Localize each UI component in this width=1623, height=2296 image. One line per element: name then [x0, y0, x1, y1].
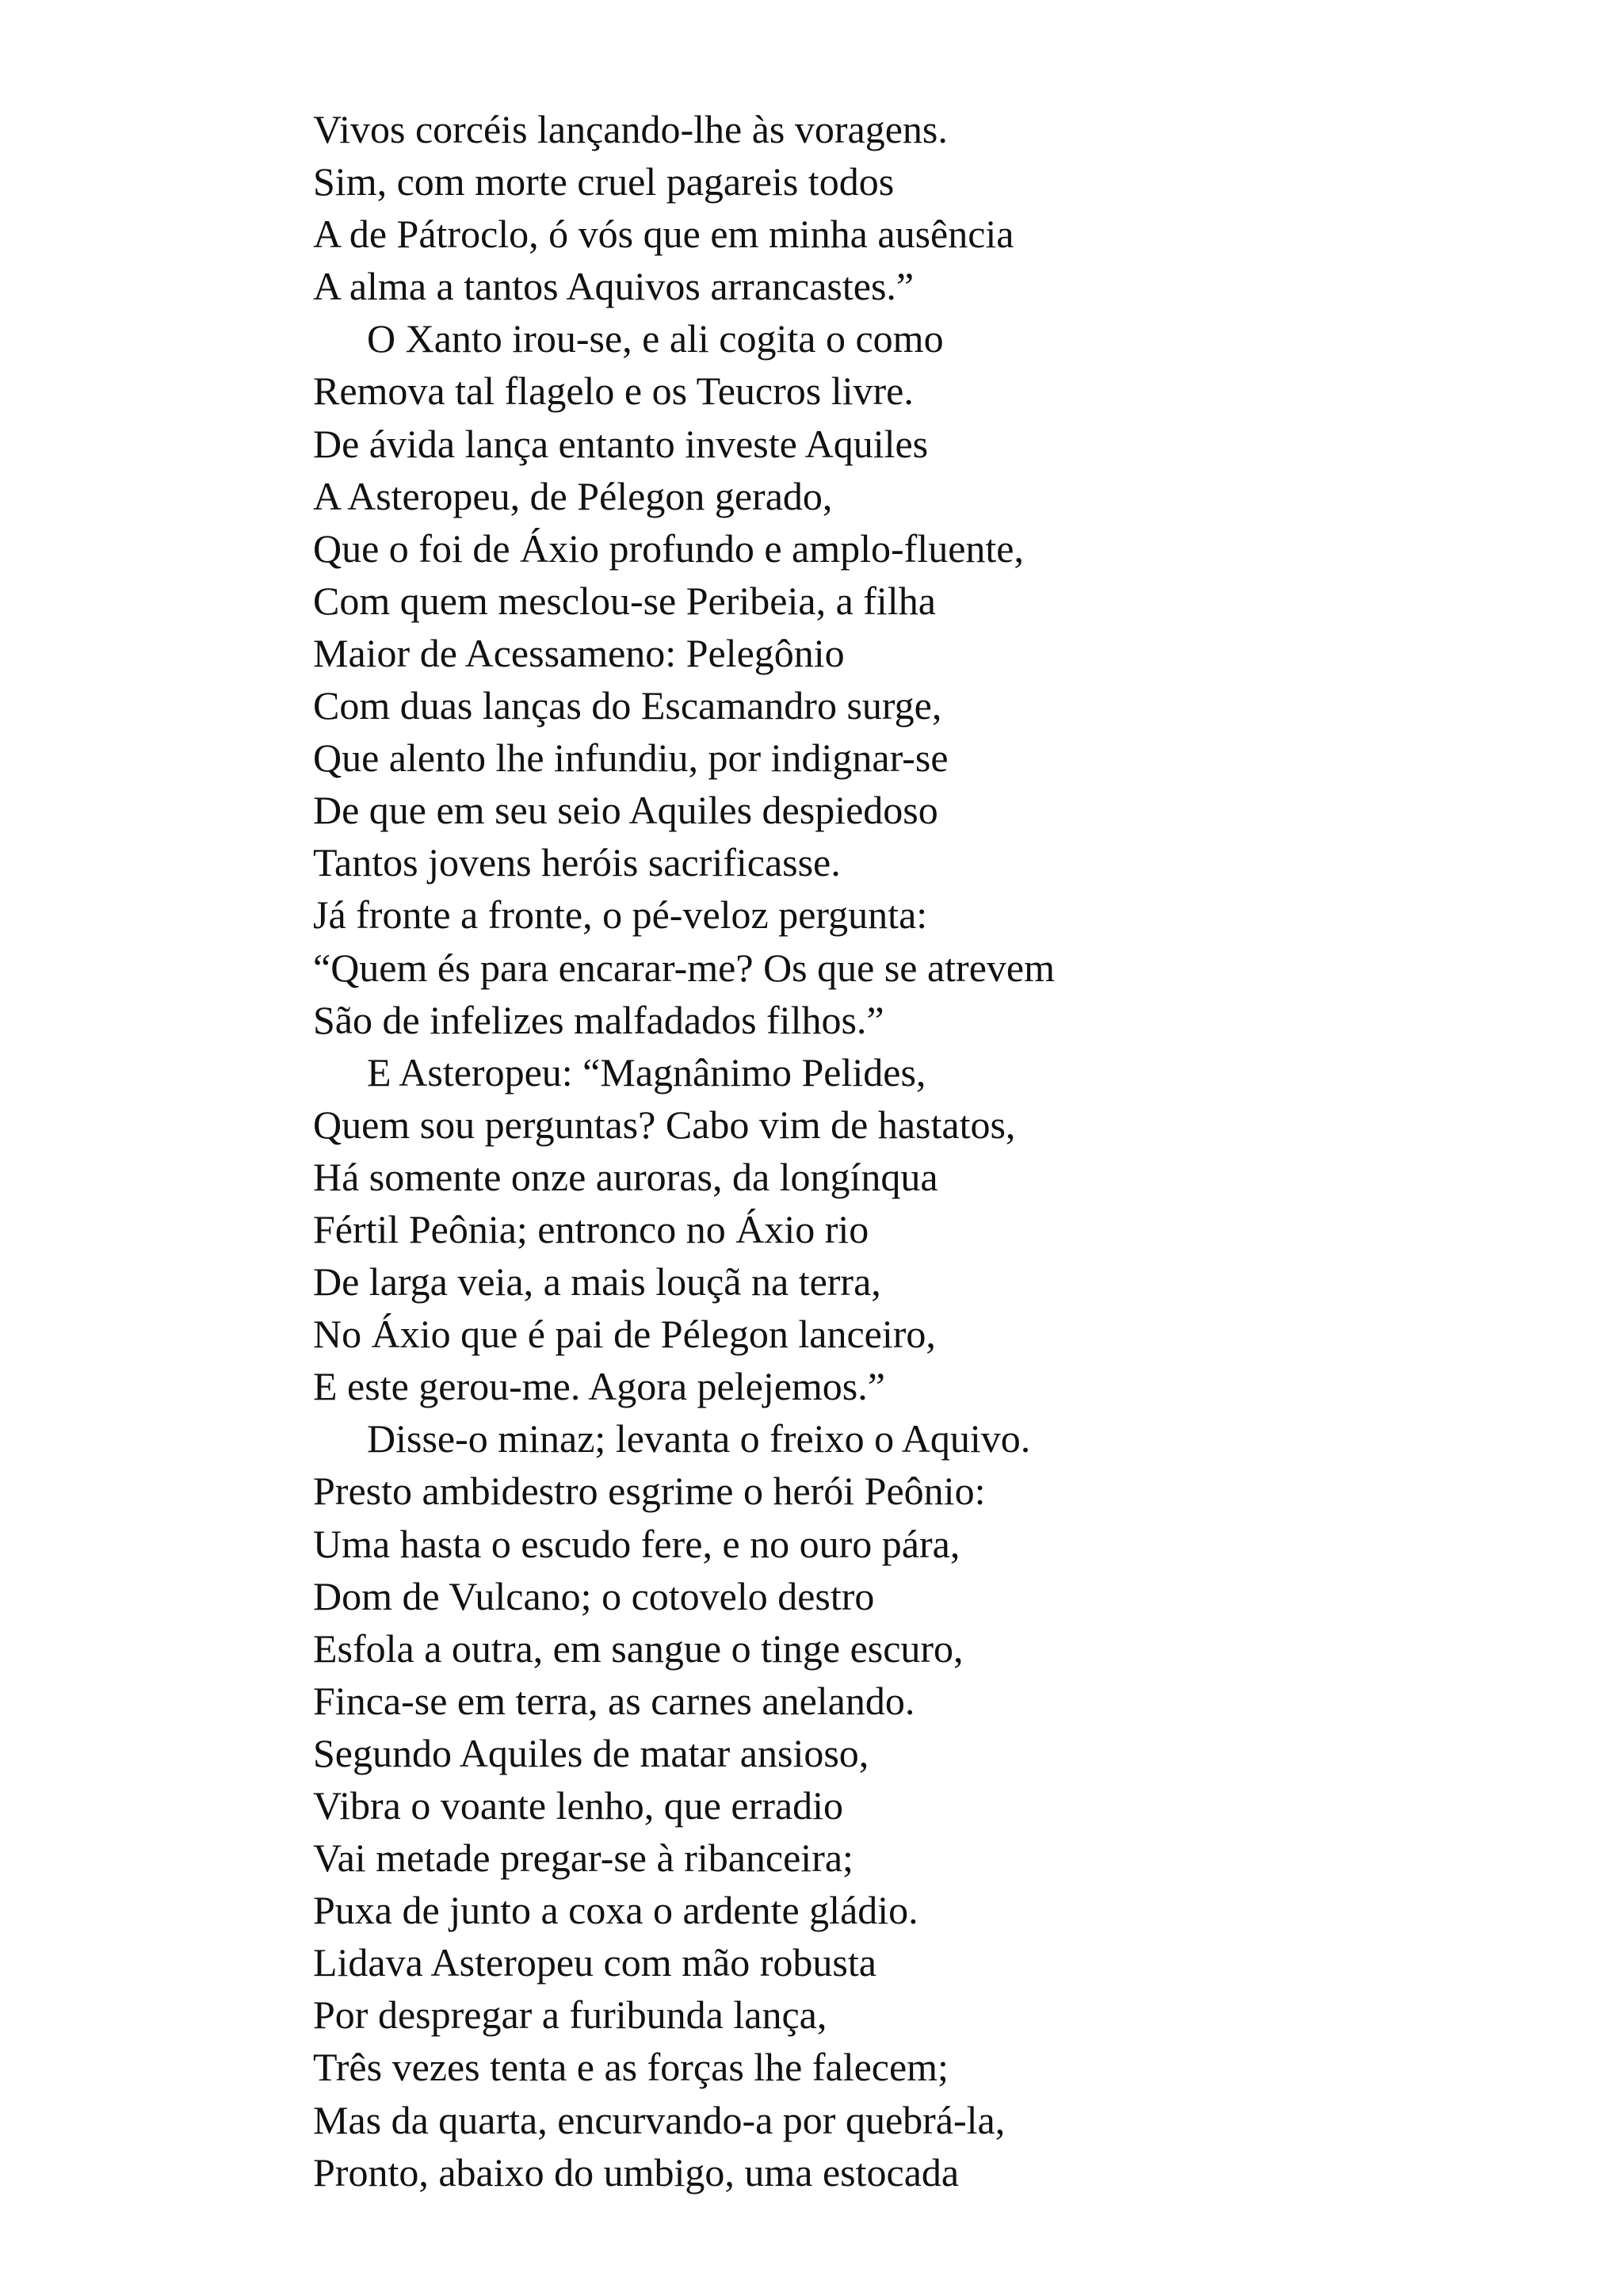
verse-line: O Xanto irou-se, e ali cogita o como — [367, 316, 944, 361]
verse-line: Com quem mesclou-se Peribeia, a filha — [313, 578, 936, 623]
verse-line: Com duas lanças do Escamandro surge, — [313, 683, 942, 728]
verse-line: A alma a tantos Aquivos arrancastes.” — [313, 264, 915, 309]
verse-line: E Asteropeu: “Magnânimo Pelides, — [367, 1049, 926, 1095]
verse-line: Sim, com morte cruel pagareis todos — [313, 159, 895, 204]
verse-line: Vai metade pregar-se à ribanceira; — [313, 1836, 854, 1881]
verse-line: De ávida lança entanto investe Aquiles — [313, 421, 929, 466]
verse-line: Uma hasta o escudo fere, e no ouro pára, — [313, 1521, 960, 1566]
verse-line: Removа tal flagelo e os Teucros livre. — [313, 369, 914, 414]
verse-line: Finca-se em terra, as carnes anelando. — [313, 1678, 915, 1723]
verse-line: Pronto, abaixo do umbigo, uma estocada — [313, 2149, 960, 2195]
verse-line: Mas da quarta, encurvando-a por quebrá-la, — [313, 2097, 1006, 2142]
verse-line: São de infelizes malfadados filhos.” — [313, 997, 884, 1042]
verse-line: Já fronte a fronte, o pé-veloz pergunta: — [313, 892, 928, 938]
verse-line: “Quem és para encarar-me? Os que se atrevem — [313, 945, 1055, 990]
verse-line: Disse-o minaz; levanta o freixo o Aquivo. — [367, 1416, 1031, 1461]
verse-line: Que o foi de Áxio profundo e amplo-fluente, — [313, 525, 1024, 571]
poem-text — [313, 103, 1502, 2199]
verse-line: De que em seu seio Aquiles despiedoso — [313, 788, 938, 833]
verse-line: Dom de Vulcano; o cotovelo destro — [313, 1573, 875, 1618]
verse-line: Maior de Acessameno: Pelegônio — [313, 630, 845, 675]
verse-line: Fértil Peônia; entronco no Áxio rio — [313, 1206, 869, 1251]
verse-line: E este gerou-me. Agora pelejemos.” — [313, 1364, 885, 1409]
verse-line: Tantos jovens heróis sacrificasse. — [313, 840, 841, 885]
verse-line: Lidava Asteropeu com mão robusta — [313, 1940, 876, 1985]
verse-line: A de Pátroclo, ó vós que em minha ausência — [313, 212, 1014, 257]
verse-line: De larga veia, a mais louçã na terra, — [313, 1259, 881, 1305]
verse-line: Vivos corcéis lançando-lhe às voragens. — [313, 107, 948, 151]
verse-line: Por despregar a furibunda lança, — [313, 1992, 827, 2038]
verse-line: Há somente onze auroras, da longínqua — [313, 1154, 938, 1199]
verse-line: Três vezes tenta e as forças lhe falecem; — [313, 2045, 949, 2090]
verse-line: A Asteropeu, de Pélegon gerado, — [313, 473, 833, 518]
verse-line: Puxa de junto a coxa o ardente gládio. — [313, 1888, 918, 1933]
verse-line: Vibra o voante lenho, que erradio — [313, 1783, 843, 1828]
verse-line: Quem sou perguntas? Cabo vim de hastatos, — [313, 1102, 1016, 1147]
verse-line: No Áxio que é pai de Pélegon lanceiro, — [313, 1312, 936, 1357]
verse-line: Segundo Aquiles de matar ansioso, — [313, 1730, 869, 1775]
verse-line: Que alento lhe infundiu, por indignar-se — [313, 735, 949, 781]
verse-line: Esfola a outra, em sangue o tinge escuro, — [313, 1626, 964, 1671]
verse-line: Presto ambidestro esgrime o herói Peônio: — [313, 1469, 986, 1514]
